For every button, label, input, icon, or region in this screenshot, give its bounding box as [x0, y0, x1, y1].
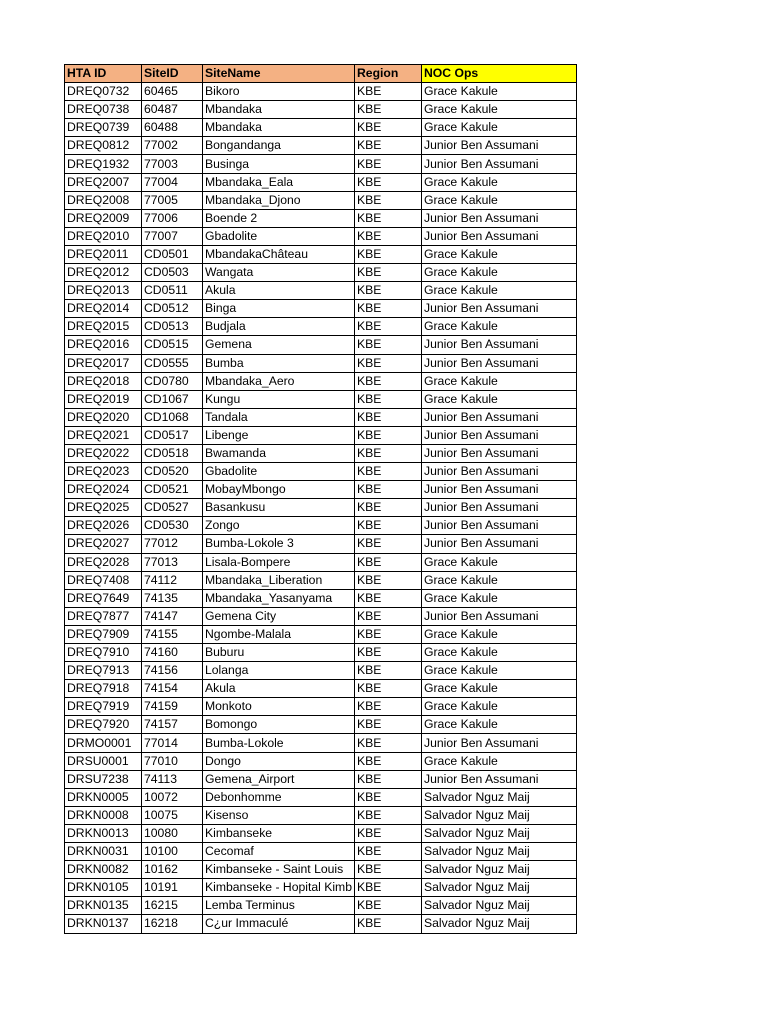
- site-id-cell[interactable]: 74112: [142, 571, 203, 589]
- noc-ops-cell[interactable]: Salvador Nguz Maij: [422, 879, 577, 897]
- header-cell-site-id[interactable]: SiteID: [142, 65, 203, 83]
- site-name-cell[interactable]: Cecomaf: [203, 843, 355, 861]
- noc-ops-cell[interactable]: Grace Kakule: [422, 716, 577, 734]
- region-cell[interactable]: KBE: [355, 209, 422, 227]
- noc-ops-cell[interactable]: Grace Kakule: [422, 680, 577, 698]
- hta-id-cell[interactable]: DREQ2027: [65, 535, 142, 553]
- table-row: [65, 119, 577, 137]
- site-id-cell[interactable]: CD0555: [142, 354, 203, 372]
- hta-id-cell[interactable]: DREQ2022: [65, 444, 142, 462]
- table-row: [65, 227, 577, 245]
- noc-ops-cell[interactable]: Grace Kakule: [422, 644, 577, 662]
- table-row: [65, 481, 577, 499]
- table-row: [65, 408, 577, 426]
- region-cell[interactable]: KBE: [355, 119, 422, 137]
- site-id-cell[interactable]: CD0530: [142, 517, 203, 535]
- table-row: [65, 137, 577, 155]
- site-name-cell[interactable]: Wangata: [203, 264, 355, 282]
- site-name-cell[interactable]: Mbandaka_Aero: [203, 372, 355, 390]
- noc-ops-cell[interactable]: Salvador Nguz Maij: [422, 843, 577, 861]
- noc-ops-cell[interactable]: Junior Ben Assumani: [422, 444, 577, 462]
- table-row: [65, 264, 577, 282]
- region-cell[interactable]: KBE: [355, 318, 422, 336]
- header-row: [65, 65, 577, 83]
- site-id-cell[interactable]: 74160: [142, 644, 203, 662]
- hta-id-cell[interactable]: DREQ2011: [65, 245, 142, 263]
- site-id-cell[interactable]: 74154: [142, 680, 203, 698]
- noc-ops-cell[interactable]: Junior Ben Assumani: [422, 481, 577, 499]
- site-id-cell[interactable]: 74157: [142, 716, 203, 734]
- site-name-cell[interactable]: Gemena: [203, 336, 355, 354]
- site-name-cell[interactable]: Bumba: [203, 354, 355, 372]
- site-name-cell[interactable]: Libenge: [203, 426, 355, 444]
- hta-id-cell[interactable]: DRSU0001: [65, 752, 142, 770]
- site-name-cell[interactable]: MbandakaChâteau: [203, 245, 355, 263]
- site-name-cell[interactable]: Ngombe-Malala: [203, 625, 355, 643]
- site-id-cell[interactable]: CD0518: [142, 444, 203, 462]
- site-id-cell[interactable]: 77004: [142, 173, 203, 191]
- noc-ops-cell[interactable]: Salvador Nguz Maij: [422, 806, 577, 824]
- noc-ops-cell[interactable]: Grace Kakule: [422, 662, 577, 680]
- hta-id-cell[interactable]: DRMO0001: [65, 734, 142, 752]
- hta-id-cell[interactable]: DREQ2016: [65, 336, 142, 354]
- noc-ops-cell[interactable]: Junior Ben Assumani: [422, 463, 577, 481]
- region-cell[interactable]: KBE: [355, 517, 422, 535]
- hta-id-cell[interactable]: DREQ7408: [65, 571, 142, 589]
- site-name-cell[interactable]: Kimbanseke - Hopital Kimb: [203, 879, 355, 897]
- site-id-cell[interactable]: 10072: [142, 788, 203, 806]
- table-row: [65, 390, 577, 408]
- region-cell[interactable]: KBE: [355, 282, 422, 300]
- table-row: [65, 517, 577, 535]
- hta-id-cell[interactable]: DREQ2012: [65, 264, 142, 282]
- hta-id-cell[interactable]: DRKN0031: [65, 843, 142, 861]
- region-cell[interactable]: KBE: [355, 463, 422, 481]
- header-cell-site-name[interactable]: SiteName: [203, 65, 355, 83]
- site-id-cell[interactable]: 10075: [142, 806, 203, 824]
- region-cell[interactable]: KBE: [355, 535, 422, 553]
- site-name-cell[interactable]: Basankusu: [203, 499, 355, 517]
- site-name-cell[interactable]: Budjala: [203, 318, 355, 336]
- site-name-cell[interactable]: Businga: [203, 155, 355, 173]
- site-id-cell[interactable]: 77013: [142, 553, 203, 571]
- site-name-cell[interactable]: Bwamanda: [203, 444, 355, 462]
- table-row: [65, 843, 577, 861]
- noc-ops-cell[interactable]: Grace Kakule: [422, 752, 577, 770]
- table-row: [65, 897, 577, 915]
- region-cell[interactable]: KBE: [355, 300, 422, 318]
- table-body: [65, 83, 577, 933]
- table-row: [65, 806, 577, 824]
- site-name-cell[interactable]: Bongandanga: [203, 137, 355, 155]
- region-cell[interactable]: KBE: [355, 770, 422, 788]
- site-id-cell[interactable]: 77012: [142, 535, 203, 553]
- region-cell[interactable]: KBE: [355, 264, 422, 282]
- hta-id-cell[interactable]: DREQ2009: [65, 209, 142, 227]
- site-id-cell[interactable]: 10162: [142, 861, 203, 879]
- hta-id-cell[interactable]: DREQ2026: [65, 517, 142, 535]
- site-id-cell[interactable]: CD0513: [142, 318, 203, 336]
- noc-ops-cell[interactable]: Grace Kakule: [422, 372, 577, 390]
- hta-id-cell[interactable]: DREQ2014: [65, 300, 142, 318]
- noc-ops-cell[interactable]: Grace Kakule: [422, 698, 577, 716]
- site-id-cell[interactable]: 10080: [142, 824, 203, 842]
- noc-ops-cell[interactable]: Junior Ben Assumani: [422, 499, 577, 517]
- noc-ops-cell[interactable]: Junior Ben Assumani: [422, 734, 577, 752]
- site-id-cell[interactable]: 74113: [142, 770, 203, 788]
- noc-ops-cell[interactable]: Grace Kakule: [422, 318, 577, 336]
- hta-id-cell[interactable]: DREQ2021: [65, 426, 142, 444]
- region-cell[interactable]: KBE: [355, 879, 422, 897]
- site-name-cell[interactable]: Kisenso: [203, 806, 355, 824]
- site-id-cell[interactable]: CD1068: [142, 408, 203, 426]
- site-id-cell[interactable]: 77010: [142, 752, 203, 770]
- site-name-cell[interactable]: Kungu: [203, 390, 355, 408]
- region-cell[interactable]: KBE: [355, 101, 422, 119]
- site-name-cell[interactable]: Akula: [203, 282, 355, 300]
- table-row: [65, 101, 577, 119]
- noc-ops-cell[interactable]: Grace Kakule: [422, 390, 577, 408]
- region-cell[interactable]: KBE: [355, 499, 422, 517]
- site-name-cell[interactable]: Monkoto: [203, 698, 355, 716]
- table-row: [65, 680, 577, 698]
- hta-id-cell[interactable]: DREQ0812: [65, 137, 142, 155]
- hta-id-cell[interactable]: DREQ2019: [65, 390, 142, 408]
- noc-ops-cell[interactable]: Junior Ben Assumani: [422, 155, 577, 173]
- site-id-cell[interactable]: CD0517: [142, 426, 203, 444]
- site-name-cell[interactable]: Mbandaka: [203, 119, 355, 137]
- region-cell[interactable]: KBE: [355, 354, 422, 372]
- region-cell[interactable]: KBE: [355, 408, 422, 426]
- hta-id-cell[interactable]: DREQ2008: [65, 191, 142, 209]
- table-row: [65, 372, 577, 390]
- noc-ops-cell[interactable]: Junior Ben Assumani: [422, 209, 577, 227]
- hta-id-cell[interactable]: DREQ0738: [65, 101, 142, 119]
- site-name-cell[interactable]: Kimbanseke - Saint Louis: [203, 861, 355, 879]
- noc-ops-cell[interactable]: Grace Kakule: [422, 571, 577, 589]
- hta-id-cell[interactable]: DREQ2013: [65, 282, 142, 300]
- site-id-cell[interactable]: 60488: [142, 119, 203, 137]
- region-cell[interactable]: KBE: [355, 680, 422, 698]
- site-id-cell[interactable]: 77005: [142, 191, 203, 209]
- region-cell[interactable]: KBE: [355, 553, 422, 571]
- hta-id-cell[interactable]: DRKN0137: [65, 915, 142, 933]
- site-name-cell[interactable]: Lemba Terminus: [203, 897, 355, 915]
- site-id-cell[interactable]: CD0521: [142, 481, 203, 499]
- site-name-cell[interactable]: Boende 2: [203, 209, 355, 227]
- noc-ops-cell[interactable]: Junior Ben Assumani: [422, 426, 577, 444]
- header-cell-region[interactable]: Region: [355, 65, 422, 83]
- noc-ops-cell[interactable]: Salvador Nguz Maij: [422, 788, 577, 806]
- table-row: [65, 444, 577, 462]
- noc-ops-cell[interactable]: Salvador Nguz Maij: [422, 897, 577, 915]
- region-cell[interactable]: KBE: [355, 589, 422, 607]
- noc-ops-cell[interactable]: Grace Kakule: [422, 119, 577, 137]
- site-id-cell[interactable]: 16215: [142, 897, 203, 915]
- site-name-cell[interactable]: Gemena_Airport: [203, 770, 355, 788]
- region-cell[interactable]: KBE: [355, 662, 422, 680]
- region-cell[interactable]: KBE: [355, 390, 422, 408]
- hta-id-cell[interactable]: DREQ2015: [65, 318, 142, 336]
- site-name-cell[interactable]: Mbandaka_Liberation: [203, 571, 355, 589]
- site-id-cell[interactable]: 10100: [142, 843, 203, 861]
- site-name-cell[interactable]: Dongo: [203, 752, 355, 770]
- hta-id-cell[interactable]: DREQ2017: [65, 354, 142, 372]
- site-name-cell[interactable]: Mbandaka_Yasanyama: [203, 589, 355, 607]
- hta-id-cell[interactable]: DREQ2018: [65, 372, 142, 390]
- site-id-cell[interactable]: 60465: [142, 83, 203, 101]
- region-cell[interactable]: KBE: [355, 426, 422, 444]
- noc-ops-cell[interactable]: Junior Ben Assumani: [422, 607, 577, 625]
- region-cell[interactable]: KBE: [355, 788, 422, 806]
- table-row: [65, 752, 577, 770]
- region-cell[interactable]: KBE: [355, 915, 422, 933]
- site-name-cell[interactable]: Bumba-Lokole: [203, 734, 355, 752]
- table-row: [65, 770, 577, 788]
- region-cell[interactable]: KBE: [355, 83, 422, 101]
- region-cell[interactable]: KBE: [355, 625, 422, 643]
- noc-ops-cell[interactable]: Junior Ben Assumani: [422, 137, 577, 155]
- hta-id-cell[interactable]: DRKN0008: [65, 806, 142, 824]
- table-row: [65, 571, 577, 589]
- region-cell[interactable]: KBE: [355, 155, 422, 173]
- noc-ops-cell[interactable]: Junior Ben Assumani: [422, 770, 577, 788]
- site-id-cell[interactable]: 77014: [142, 734, 203, 752]
- site-id-cell[interactable]: 16218: [142, 915, 203, 933]
- region-cell[interactable]: KBE: [355, 372, 422, 390]
- table-row: [65, 245, 577, 263]
- table-row: [65, 354, 577, 372]
- table-row: [65, 662, 577, 680]
- region-cell[interactable]: KBE: [355, 571, 422, 589]
- header-cell-hta-id[interactable]: HTA ID: [65, 65, 142, 83]
- noc-ops-cell[interactable]: Junior Ben Assumani: [422, 354, 577, 372]
- region-cell[interactable]: KBE: [355, 245, 422, 263]
- hta-id-cell[interactable]: DREQ7910: [65, 644, 142, 662]
- site-id-cell[interactable]: CD0512: [142, 300, 203, 318]
- noc-ops-cell[interactable]: Junior Ben Assumani: [422, 408, 577, 426]
- site-name-cell[interactable]: C¿ur Immaculé: [203, 915, 355, 933]
- site-id-cell[interactable]: 77003: [142, 155, 203, 173]
- noc-ops-cell[interactable]: Salvador Nguz Maij: [422, 915, 577, 933]
- site-id-cell[interactable]: 77006: [142, 209, 203, 227]
- site-name-cell[interactable]: Gbadolite: [203, 227, 355, 245]
- region-cell[interactable]: KBE: [355, 227, 422, 245]
- noc-ops-cell[interactable]: Grace Kakule: [422, 101, 577, 119]
- site-id-cell[interactable]: CD0520: [142, 463, 203, 481]
- noc-ops-cell[interactable]: Junior Ben Assumani: [422, 227, 577, 245]
- site-id-cell[interactable]: 74159: [142, 698, 203, 716]
- site-id-cell[interactable]: 77002: [142, 137, 203, 155]
- region-cell[interactable]: KBE: [355, 897, 422, 915]
- site-name-cell[interactable]: Mbandaka_Djono: [203, 191, 355, 209]
- site-id-cell[interactable]: CD0515: [142, 336, 203, 354]
- site-name-cell[interactable]: Debonhomme: [203, 788, 355, 806]
- hta-id-cell[interactable]: DREQ2023: [65, 463, 142, 481]
- table-row: [65, 879, 577, 897]
- noc-ops-cell[interactable]: Grace Kakule: [422, 191, 577, 209]
- site-name-cell[interactable]: Kimbanseke: [203, 824, 355, 842]
- site-id-cell[interactable]: 10191: [142, 879, 203, 897]
- noc-ops-cell[interactable]: Grace Kakule: [422, 83, 577, 101]
- table-row: [65, 535, 577, 553]
- table-row: [65, 716, 577, 734]
- site-name-cell[interactable]: Zongo: [203, 517, 355, 535]
- site-id-cell[interactable]: CD1067: [142, 390, 203, 408]
- hta-id-cell[interactable]: DRKN0105: [65, 879, 142, 897]
- noc-ops-cell[interactable]: Junior Ben Assumani: [422, 535, 577, 553]
- region-cell[interactable]: KBE: [355, 607, 422, 625]
- table-row: [65, 607, 577, 625]
- region-cell[interactable]: KBE: [355, 734, 422, 752]
- site-id-cell[interactable]: CD0527: [142, 499, 203, 517]
- region-cell[interactable]: KBE: [355, 806, 422, 824]
- table-row: [65, 83, 577, 101]
- region-cell[interactable]: KBE: [355, 698, 422, 716]
- noc-ops-cell[interactable]: Grace Kakule: [422, 625, 577, 643]
- table-row: [65, 589, 577, 607]
- hta-id-cell[interactable]: DREQ7909: [65, 625, 142, 643]
- region-cell[interactable]: KBE: [355, 137, 422, 155]
- region-cell[interactable]: KBE: [355, 824, 422, 842]
- region-cell[interactable]: KBE: [355, 752, 422, 770]
- noc-ops-cell[interactable]: Grace Kakule: [422, 589, 577, 607]
- site-name-cell[interactable]: Mbandaka_Eala: [203, 173, 355, 191]
- noc-ops-cell[interactable]: Junior Ben Assumani: [422, 517, 577, 535]
- table-row: [65, 788, 577, 806]
- site-name-cell[interactable]: Binga: [203, 300, 355, 318]
- table-row: [65, 173, 577, 191]
- region-cell[interactable]: KBE: [355, 716, 422, 734]
- header-cell-noc-ops[interactable]: NOC Ops: [422, 65, 577, 83]
- table-row: [65, 625, 577, 643]
- spreadsheet-table: [64, 64, 577, 934]
- hta-id-cell[interactable]: DRKN0013: [65, 824, 142, 842]
- site-name-cell[interactable]: Bumba-Lokole 3: [203, 535, 355, 553]
- hta-id-cell[interactable]: DREQ7918: [65, 680, 142, 698]
- region-cell[interactable]: KBE: [355, 173, 422, 191]
- table-row: [65, 426, 577, 444]
- site-name-cell[interactable]: Lisala-Bompere: [203, 553, 355, 571]
- table-row: [65, 282, 577, 300]
- noc-ops-cell[interactable]: Grace Kakule: [422, 264, 577, 282]
- hta-id-cell[interactable]: DREQ2028: [65, 553, 142, 571]
- site-id-cell[interactable]: CD0503: [142, 264, 203, 282]
- region-cell[interactable]: KBE: [355, 644, 422, 662]
- table-row: [65, 155, 577, 173]
- site-id-cell[interactable]: 74156: [142, 662, 203, 680]
- table-row: [65, 209, 577, 227]
- site-name-cell[interactable]: Gbadolite: [203, 463, 355, 481]
- noc-ops-cell[interactable]: Grace Kakule: [422, 173, 577, 191]
- site-name-cell[interactable]: Mbandaka: [203, 101, 355, 119]
- hta-id-cell[interactable]: DREQ0732: [65, 83, 142, 101]
- table-row: [65, 318, 577, 336]
- table-row: [65, 553, 577, 571]
- hta-id-cell[interactable]: DREQ7913: [65, 662, 142, 680]
- table-row: [65, 644, 577, 662]
- noc-ops-cell[interactable]: Junior Ben Assumani: [422, 336, 577, 354]
- region-cell[interactable]: KBE: [355, 336, 422, 354]
- table-row: [65, 336, 577, 354]
- region-cell[interactable]: KBE: [355, 861, 422, 879]
- hta-id-cell[interactable]: DREQ2025: [65, 499, 142, 517]
- site-name-cell[interactable]: Gemena City: [203, 607, 355, 625]
- site-name-cell[interactable]: Tandala: [203, 408, 355, 426]
- region-cell[interactable]: KBE: [355, 444, 422, 462]
- site-id-cell[interactable]: CD0501: [142, 245, 203, 263]
- site-name-cell[interactable]: Buburu: [203, 644, 355, 662]
- region-cell[interactable]: KBE: [355, 481, 422, 499]
- site-id-cell[interactable]: 77007: [142, 227, 203, 245]
- table-row: [65, 824, 577, 842]
- noc-ops-cell[interactable]: Grace Kakule: [422, 282, 577, 300]
- table-row: [65, 463, 577, 481]
- noc-ops-cell[interactable]: Salvador Nguz Maij: [422, 861, 577, 879]
- table-row: [65, 915, 577, 933]
- noc-ops-cell[interactable]: Salvador Nguz Maij: [422, 824, 577, 842]
- hta-id-cell[interactable]: DRSU7238: [65, 770, 142, 788]
- region-cell[interactable]: KBE: [355, 191, 422, 209]
- hta-id-cell[interactable]: DRKN0005: [65, 788, 142, 806]
- hta-id-cell[interactable]: DREQ2020: [65, 408, 142, 426]
- site-name-cell[interactable]: Bomongo: [203, 716, 355, 734]
- noc-ops-cell[interactable]: Grace Kakule: [422, 245, 577, 263]
- hta-id-cell[interactable]: DREQ0739: [65, 119, 142, 137]
- site-id-cell[interactable]: 74147: [142, 607, 203, 625]
- hta-id-cell[interactable]: DREQ2010: [65, 227, 142, 245]
- site-id-cell[interactable]: CD0511: [142, 282, 203, 300]
- hta-id-cell[interactable]: DRKN0082: [65, 861, 142, 879]
- noc-ops-cell[interactable]: Junior Ben Assumani: [422, 300, 577, 318]
- hta-id-cell[interactable]: DRKN0135: [65, 897, 142, 915]
- site-name-cell[interactable]: Lolanga: [203, 662, 355, 680]
- hta-id-cell[interactable]: DREQ2024: [65, 481, 142, 499]
- site-id-cell[interactable]: 74135: [142, 589, 203, 607]
- hta-id-cell[interactable]: DREQ2007: [65, 173, 142, 191]
- hta-id-cell[interactable]: DREQ7877: [65, 607, 142, 625]
- hta-id-cell[interactable]: DREQ7649: [65, 589, 142, 607]
- table-row: [65, 698, 577, 716]
- table-row: [65, 499, 577, 517]
- region-cell[interactable]: KBE: [355, 843, 422, 861]
- hta-id-cell[interactable]: DREQ7919: [65, 698, 142, 716]
- table-row: [65, 861, 577, 879]
- hta-id-cell[interactable]: DREQ7920: [65, 716, 142, 734]
- site-name-cell[interactable]: Bikoro: [203, 83, 355, 101]
- site-id-cell[interactable]: 60487: [142, 101, 203, 119]
- table-row: [65, 734, 577, 752]
- site-name-cell[interactable]: Akula: [203, 680, 355, 698]
- site-name-cell[interactable]: MobayMbongo: [203, 481, 355, 499]
- table-row: [65, 300, 577, 318]
- hta-id-cell[interactable]: DREQ1932: [65, 155, 142, 173]
- site-id-cell[interactable]: CD0780: [142, 372, 203, 390]
- table-row: [65, 191, 577, 209]
- site-id-cell[interactable]: 74155: [142, 625, 203, 643]
- noc-ops-cell[interactable]: Grace Kakule: [422, 553, 577, 571]
